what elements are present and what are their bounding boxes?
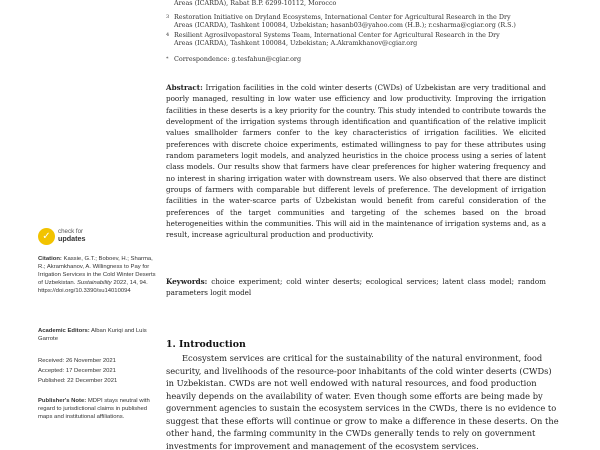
check-for-updates[interactable] bbox=[38, 228, 86, 245]
affiliation-4-number: 4 bbox=[166, 32, 170, 38]
date-published: Published: 22 December 2021 bbox=[38, 378, 118, 385]
publisher-note bbox=[38, 397, 158, 421]
affiliation-2-line: Areas (ICARDA), Rabat B.P. 6299-10112, Morocco bbox=[174, 0, 337, 7]
intro-line: heavily depends on the availability of water. Even though some efforts are being made by bbox=[166, 390, 543, 401]
check-updates-line-1: check for bbox=[58, 228, 84, 236]
dates bbox=[38, 357, 158, 385]
editors-label: Academic Editors: bbox=[38, 328, 90, 334]
intro-line: Ecosystem services are critical for the sustainability of the natural environment, food bbox=[182, 353, 543, 363]
date-accepted: Accepted: 17 December 2021 bbox=[38, 368, 116, 375]
check-updates-line-2: updates bbox=[58, 234, 86, 243]
abstract bbox=[166, 82, 546, 241]
affiliation-3-line-2: Areas (ICARDA), Tashkent 100084, Uzbekistan; hasanb03@yahoo.com (H.B.); r.csharma@cgiar.org (R.S.) bbox=[174, 21, 516, 30]
check-updates-text bbox=[58, 229, 86, 243]
keywords bbox=[166, 276, 546, 299]
intro-line: in Uzbekistan. CWDs are not well endowed with natural resources, and food production bbox=[166, 378, 537, 389]
affiliation-3-line-1: Restoration Initiative on Dryland Ecosystems, International Center for Agricultural Research in the Dry bbox=[174, 13, 511, 21]
affiliation-4-line-2: Areas (ICARDA), Tashkent 100084, Uzbekistan; A.Akramkhanov@cgiar.org bbox=[174, 39, 418, 48]
intro-line: other hand, the farming community in the CWDs generally tends to rely on government bbox=[166, 428, 536, 439]
affiliation-3-number: 3 bbox=[166, 14, 170, 20]
affiliation-4 bbox=[166, 31, 546, 47]
check-updates-icon: ✓ bbox=[38, 228, 55, 245]
date-received: Received: 26 November 2021 bbox=[38, 358, 116, 364]
section-title: 1. Introduction bbox=[166, 339, 246, 350]
correspondence bbox=[166, 55, 546, 63]
editors-text: Alban Kuriqi and Luis Garrote bbox=[38, 328, 147, 343]
introduction-paragraph bbox=[166, 352, 559, 450]
keywords-label: Keywords: bbox=[166, 277, 208, 286]
abstract-label: Abstract: bbox=[166, 83, 203, 92]
publisher-note-label: Publisher's Note: bbox=[38, 398, 87, 404]
intro-line: government agencies to sustain the ecosystem services in the CWDs, there is no evidence to bbox=[166, 403, 557, 414]
citation bbox=[38, 255, 158, 295]
keywords-text: choice experiment; cold winter deserts; ecological services; latent class model; random parameters logit model bbox=[166, 277, 546, 298]
affiliation-2 bbox=[166, 0, 546, 7]
citation-journal: Sustainability bbox=[76, 280, 112, 287]
abstract-text: Irrigation facilities in the cold winter deserts (CWDs) of Uzbekistan are very traditional and poorly managed, resulting in low water use efficiency and low productivity. Improving the irrigation facilities in these deserts is a key priority for the country. This study intended to contribute towards the development of the irrigation systems through identification and quantification of the relative implicit values smallholder farmers confer to the key characteristics of irrigation facilities. We elicited preferences with discrete choice experiments, estimated willingness to pay for these attributes using random parameters logit models, and analyzed heuristics in the choice process using a series of latent class models. Our results show that farmers have clear preferences for higher watering frequency and no interest in sharing irrigation water with downstream users. We also observed that there are distinct groups of farmers with comparable but different levels of preference. The development of irrigation facilities in the water-scarce parts of Uzbekistan would benefit from careful consideration of the preferences of the target communities and targeting of the schemes based on the broad heterogeneities within the communities. This will aid in the maintenance of irrigation systems and, as a result, increase agricultural production and productivity. bbox=[166, 83, 546, 240]
publisher-note-text: MDPI stays neutral with regard to jurisdictional claims in published maps and institutional affiliations. bbox=[38, 398, 150, 421]
affiliation-4-line-1: Resilient Agrosilvopastoral Systems Team, International Center for Agricultural Research in the Dry bbox=[174, 31, 500, 39]
correspondence-line: Correspondence: g.tesfahun@cgiar.org bbox=[174, 55, 302, 63]
citation-text: Kassie, G.T.; Boboev, H.; Sharma, R.; Akramkhanov, A. Willingness to Pay for Irrigation Services in the Cold Winter Deserts of Uzbekistan. bbox=[38, 256, 156, 287]
citation-doi[interactable]: 2022, 14, 94. https://doi.org/10.3390/su14010094 bbox=[38, 280, 148, 295]
intro-line: investments for improvement and management of the ecosystem services. bbox=[166, 440, 479, 450]
citation-label: Citation: bbox=[38, 256, 62, 262]
intro-line: security, and livelihoods of the resource-poor inhabitants of the cold winter deserts (CWDs) bbox=[166, 365, 552, 376]
academic-editors bbox=[38, 327, 158, 343]
affiliation-3 bbox=[166, 13, 546, 29]
intro-line: suggest that these efforts will continue or grow to make a difference in these deserts. On the bbox=[166, 415, 559, 426]
correspondence-marker: * bbox=[166, 56, 169, 62]
